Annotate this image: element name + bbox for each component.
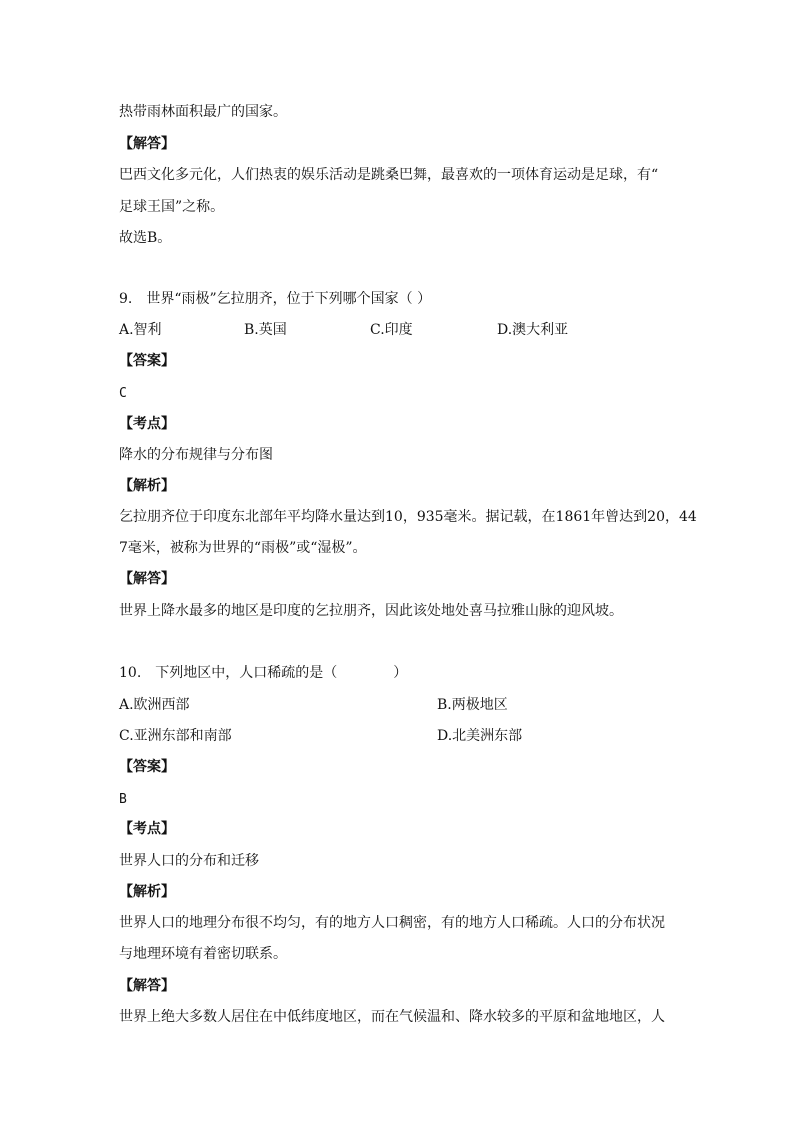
q9-option-c: C.印度 — [370, 322, 413, 338]
q10-option-b: B.两极地区 — [437, 697, 508, 713]
q9-option-a: A.智利 — [119, 322, 162, 338]
q9-kaodian: 降水的分布规律与分布图 — [119, 447, 273, 463]
q9-stem: 9. 世界“雨极”乞拉朋齐，位于下列哪个国家（ ） — [119, 291, 432, 307]
q10-jiexi-line1: 世界人口的地理分布很不均匀，有的地方人口稠密，有的地方人口稀疏。人口的分布状况 — [119, 915, 665, 931]
prev-jieda-line2: 足球王国”之称。 — [119, 199, 225, 215]
q9-answer: C — [119, 386, 127, 401]
prev-jieda-line1: 巴西文化多元化，人们热衷的娱乐活动是跳桑巴舞，最喜欢的一项体育运动是足球，有“ — [119, 167, 659, 183]
q9-option-d: D.澳大利亚 — [497, 322, 569, 338]
prev-jieda-label: 【解答】 — [119, 136, 175, 152]
q9-jieda: 世界上降水最多的地区是印度的乞拉朋齐，因此该处地处喜马拉雅山脉的迎风坡。 — [119, 603, 623, 619]
q10-option-a: A.欧洲西部 — [119, 697, 190, 713]
prev-conclusion: 故选B。 — [119, 230, 172, 246]
q9-jiexi-line1: 乞拉朋齐位于印度东北部年平均降水量达到10，935毫米。据记载，在1861年曾达到20，44 — [119, 509, 697, 525]
q9-jiexi-line2: 7毫米，被称为世界的“雨极”或“湿极”。 — [119, 540, 367, 556]
q9-kaodian-label: 【考点】 — [119, 416, 175, 432]
q10-jieda-label: 【解答】 — [119, 978, 175, 994]
q10-stem: 10. 下列地区中，人口稀疏的是（ ） — [119, 665, 408, 681]
q9-option-b: B.英国 — [244, 322, 287, 338]
q9-jieda-label: 【解答】 — [119, 571, 175, 587]
prev-explanation-tail: 热带雨林面积最广的国家。 — [119, 104, 287, 120]
q10-option-d: D.北美洲东部 — [437, 728, 523, 744]
q10-jieda-line1: 世界上绝大多数人居住在中低纬度地区，而在气候温和、降水较多的平原和盆地地区，人 — [119, 1009, 665, 1025]
q10-kaodian: 世界人口的分布和迁移 — [119, 853, 259, 869]
q10-kaodian-label: 【考点】 — [119, 821, 175, 837]
q10-answer-label: 【答案】 — [119, 759, 175, 775]
q10-option-c: C.亚洲东部和南部 — [119, 728, 232, 744]
q10-jiexi-line2: 与地理环境有着密切联系。 — [119, 946, 287, 962]
q10-answer: B — [119, 792, 127, 807]
q10-jiexi-label: 【解析】 — [119, 884, 175, 900]
q9-jiexi-label: 【解析】 — [119, 478, 175, 494]
q9-answer-label: 【答案】 — [119, 353, 175, 369]
